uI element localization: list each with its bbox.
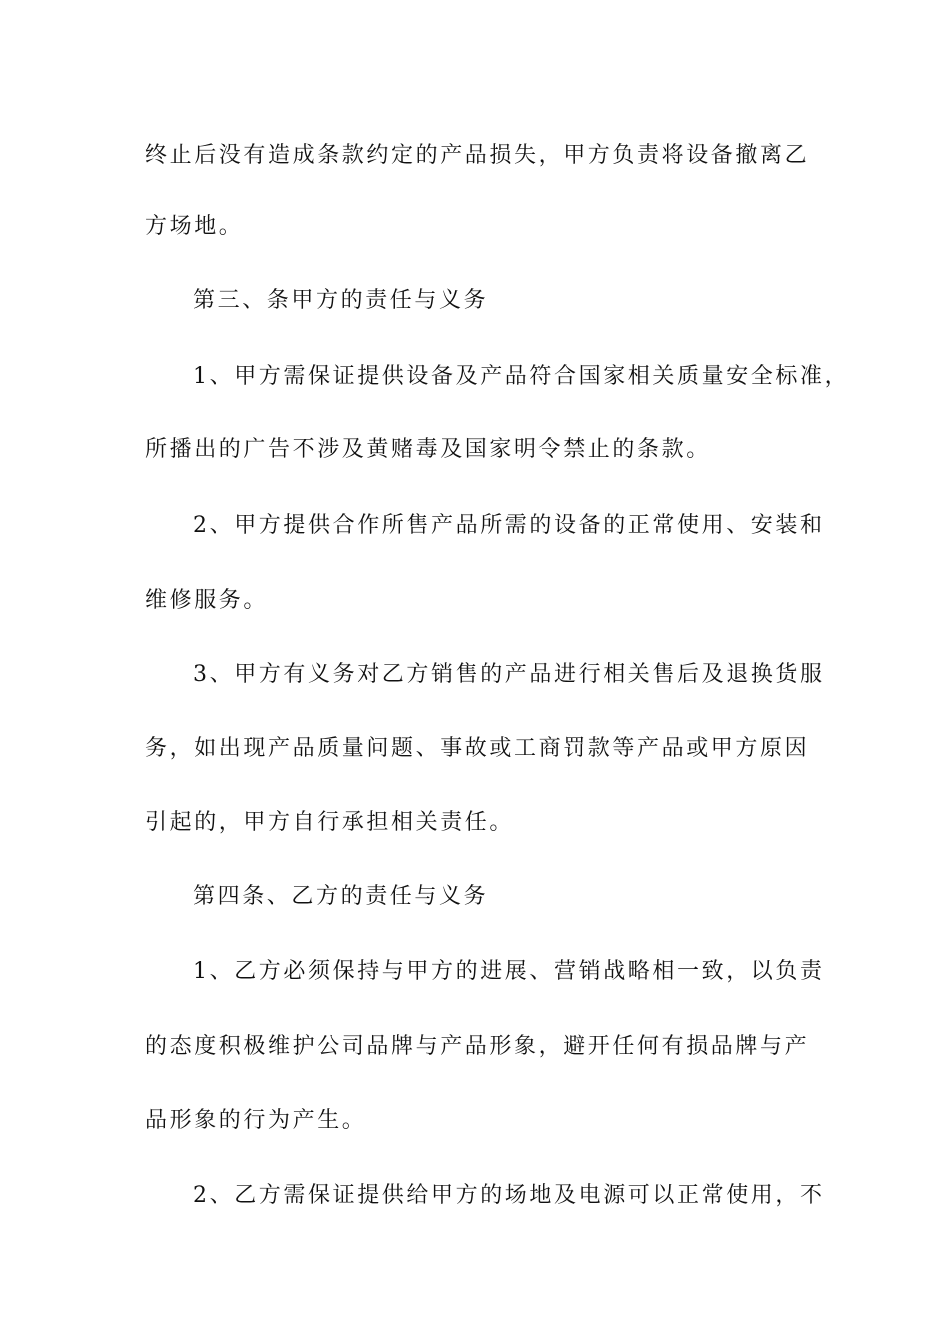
text-line: 务，如出现产品质量问题、事故或工商罚款等产品或甲方原因 bbox=[145, 736, 810, 761]
text-line: 引起的，甲方自行承担相关责任。 bbox=[145, 810, 515, 835]
text-line: 1、甲方需保证提供设备及产品符合国家相关质量安全标准， bbox=[193, 364, 850, 389]
text-line: 所播出的广告不涉及黄赌毒及国家明令禁止的条款。 bbox=[145, 437, 711, 462]
section-heading: 第四条、乙方的责任与义务 bbox=[193, 884, 489, 909]
section-heading: 第三、条甲方的责任与义务 bbox=[193, 288, 489, 313]
text-line: 的态度积极维护公司品牌与产品形象，避开任何有损品牌与产 bbox=[145, 1034, 810, 1059]
text-line: 品形象的行为产生。 bbox=[145, 1108, 367, 1133]
text-line: 维修服务。 bbox=[145, 588, 269, 613]
text-line: 2、甲方提供合作所售产品所需的设备的正常使用、安装和 bbox=[193, 513, 825, 538]
text-line: 2、乙方需保证提供给甲方的场地及电源可以正常使用，不 bbox=[193, 1183, 825, 1208]
text-line: 3、甲方有义务对乙方销售的产品进行相关售后及退换货服 bbox=[193, 662, 825, 687]
text-line: 1、乙方必须保持与甲方的进展、营销战略相一致，以负责 bbox=[193, 959, 825, 984]
text-line: 终止后没有造成条款约定的产品损失，甲方负责将设备撤离乙 bbox=[145, 143, 810, 168]
text-line: 方场地。 bbox=[145, 214, 244, 239]
